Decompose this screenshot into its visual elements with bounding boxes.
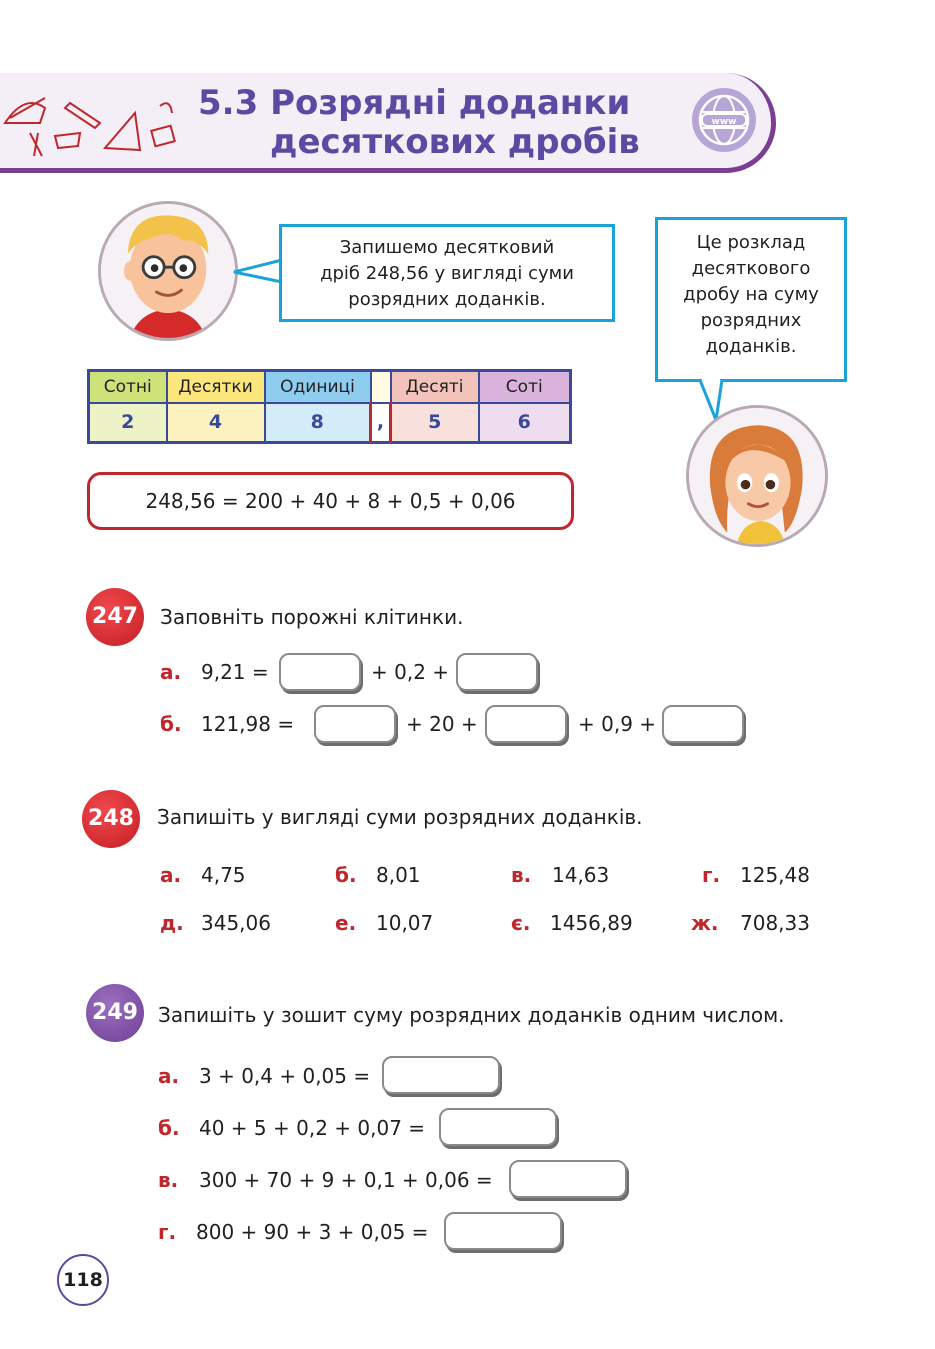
task-248-value-zh: 708,33	[740, 911, 810, 935]
pv-value-tenths: 5	[391, 403, 479, 443]
task-249-expr-b: 40 + 5 + 0,2 + 0,07 =	[199, 1116, 426, 1140]
page-number: 118	[57, 1254, 109, 1306]
task-248-value-d: 345,06	[201, 911, 271, 935]
girl-speech-line: розрядних	[700, 310, 802, 331]
task-248-label-d: д.	[160, 911, 184, 935]
globe-www-icon[interactable]	[690, 86, 758, 154]
pv-value-ones: 8	[265, 403, 371, 443]
task-248-value-ye: 1456,89	[550, 911, 633, 935]
task-247-b-part2: + 20 +	[406, 712, 478, 736]
girl-speech-line: десяткового	[691, 258, 811, 279]
boy-avatar	[98, 201, 238, 341]
task-247-badge: 247	[86, 588, 144, 646]
task-248-badge: 248	[82, 790, 140, 848]
task-248-label-g: г.	[702, 863, 721, 887]
pv-header-ones: Одиниці	[265, 371, 371, 403]
task-247-b-blank2[interactable]	[485, 705, 567, 743]
task-249-answer-v[interactable]	[509, 1160, 627, 1198]
girl-avatar	[686, 405, 828, 547]
task-248-value-b: 8,01	[376, 863, 421, 887]
place-value-table	[87, 369, 572, 444]
task-248-value-e: 10,07	[376, 911, 434, 935]
girl-speech-line: дробу на суму	[683, 284, 819, 305]
task-249-label-g: г.	[158, 1220, 177, 1244]
task-249-expr-a: 3 + 0,4 + 0,05 =	[199, 1064, 371, 1088]
task-248-value-a: 4,75	[201, 863, 246, 887]
task-248-value-v: 14,63	[552, 863, 610, 887]
pv-value-hundredths: 6	[479, 403, 571, 443]
pv-header-comma	[371, 371, 391, 403]
task-247-b-part3: + 0,9 +	[578, 712, 657, 736]
section-title-line1: 5.3 Розрядні доданки	[198, 83, 631, 123]
expanded-form-equation: 248,56 = 200 + 40 + 8 + 0,5 + 0,06	[87, 472, 574, 530]
boy-speech-bubble	[279, 224, 615, 322]
task-247-a-blank1[interactable]	[279, 653, 361, 691]
boy-speech-line: розрядних доданків.	[348, 289, 546, 310]
task-249-badge: 249	[86, 984, 144, 1042]
geometry-tools-illustration	[0, 78, 190, 168]
boy-speech-line: дріб 248,56 у вигляді суми	[320, 263, 574, 284]
task-249-answer-g[interactable]	[444, 1212, 562, 1250]
task-248-instruction: Запишіть у вигляді суми розрядних доданків.	[157, 805, 643, 829]
section-title-line2: десяткових дробів	[270, 122, 640, 162]
girl-speech-bubble	[655, 217, 847, 382]
boy-speech-line: Запишемо десятковий	[339, 237, 555, 258]
boy-bubble-tail	[230, 256, 284, 288]
pv-header-hundredths: Соті	[479, 371, 571, 403]
task-247-a-part2: + 0,2 +	[371, 660, 450, 684]
task-247-a-blank2[interactable]	[456, 653, 538, 691]
pv-header-hundreds: Сотні	[89, 371, 167, 403]
task-247-b-blank1[interactable]	[314, 705, 396, 743]
task-248-label-e: е.	[335, 911, 357, 935]
pv-value-tens: 4	[167, 403, 265, 443]
pv-value-comma: ,	[371, 403, 391, 443]
task-249-answer-b[interactable]	[439, 1108, 557, 1146]
task-247-b-part1: 121,98 =	[201, 712, 295, 736]
task-247-label-a: а.	[160, 660, 182, 684]
pv-value-hundreds: 2	[89, 403, 167, 443]
pv-header-tenths: Десяті	[391, 371, 479, 403]
task-247-b-blank3[interactable]	[662, 705, 744, 743]
girl-speech-line: Це розклад	[696, 232, 806, 253]
task-249-instruction: Запишіть у зошит суму розрядних доданків одним числом.	[158, 1003, 785, 1027]
task-247-label-b: б.	[160, 712, 182, 736]
task-247-a-part1: 9,21 =	[201, 660, 269, 684]
task-248-value-g: 125,48	[740, 863, 810, 887]
pv-header-tens: Десятки	[167, 371, 265, 403]
task-248-label-ye: є.	[511, 911, 531, 935]
task-249-label-a: а.	[158, 1064, 180, 1088]
task-249-label-v: в.	[158, 1168, 179, 1192]
task-249-answer-a[interactable]	[382, 1056, 500, 1094]
task-248-label-b: б.	[335, 863, 357, 887]
task-248-label-zh: ж.	[691, 911, 719, 935]
task-247-instruction: Заповніть порожні клітинки.	[160, 605, 464, 629]
task-248-label-v: в.	[511, 863, 532, 887]
task-248-label-a: а.	[160, 863, 182, 887]
task-249-expr-g: 800 + 90 + 3 + 0,05 =	[196, 1220, 429, 1244]
girl-speech-line: доданків.	[705, 336, 797, 357]
task-249-expr-v: 300 + 70 + 9 + 0,1 + 0,06 =	[199, 1168, 493, 1192]
www-label: www	[711, 117, 737, 127]
task-249-label-b: б.	[158, 1116, 180, 1140]
